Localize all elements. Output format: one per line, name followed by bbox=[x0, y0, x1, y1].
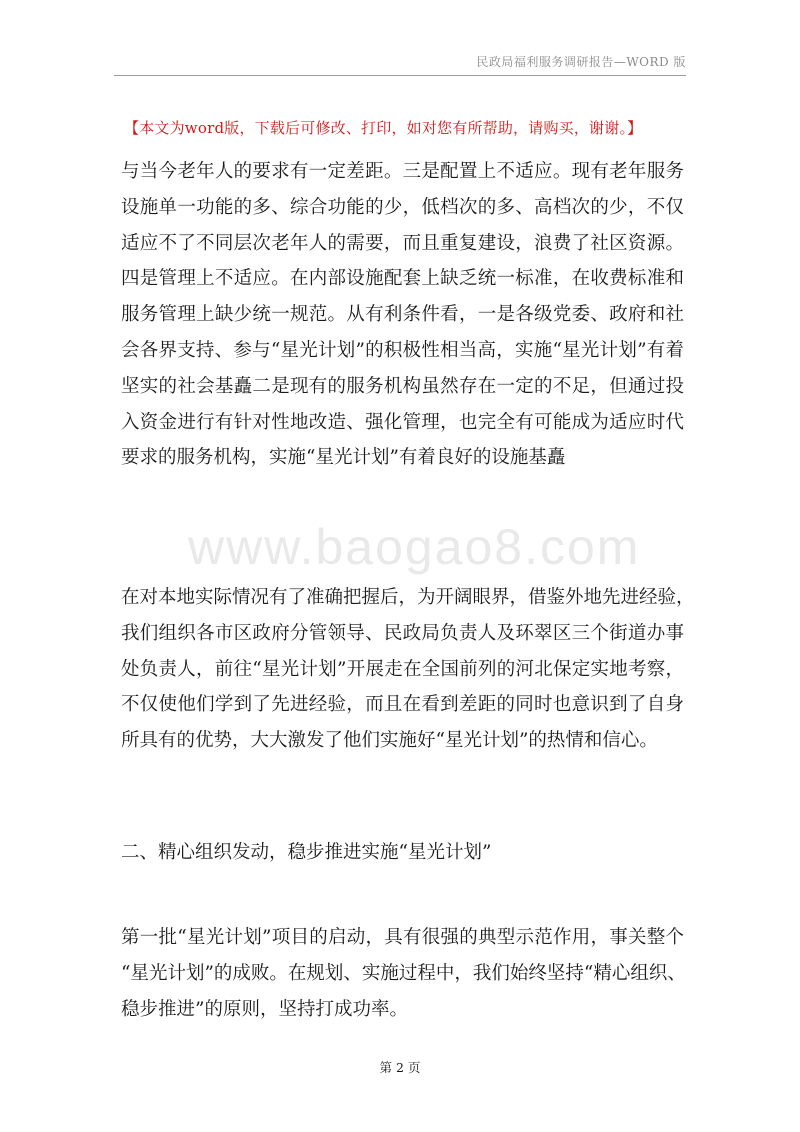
page-number-suffix: 页 bbox=[407, 1060, 421, 1075]
page-number: 2 bbox=[396, 1060, 404, 1075]
page-header bbox=[114, 53, 686, 70]
text-line: 第一批“星光计划”项目的启动，具有很强的典型示范作用，事关整个 bbox=[121, 927, 684, 948]
text-line: 坚实的社会基矗二是现有的服务机构虽然存在一定的不足，但通过投 bbox=[121, 375, 684, 397]
paragraph-1 bbox=[121, 154, 684, 476]
text-line: 服务管理上缺少统一规范。从有利条件看，一是各级党委、政府和社 bbox=[121, 304, 684, 326]
text-line: 设施单一功能的多、综合功能的少，低档次的多、高档次的少，不仅 bbox=[121, 196, 684, 218]
paragraph-3 bbox=[121, 920, 684, 1027]
text-line: “星光计划”的成败。在规划、实施过程中，我们始终坚持“精心组织、 bbox=[121, 962, 686, 984]
text-line: 我们组织各市区政府分管领导、民政局负责人及环翠区三个街道办事 bbox=[121, 622, 684, 644]
watermark-text: www.baogao8.com bbox=[188, 519, 641, 575]
section-heading: 二、精心组织发动，稳步推进实施“星光计划” bbox=[121, 842, 492, 863]
page-footer bbox=[0, 1058, 800, 1076]
header-divider bbox=[114, 75, 686, 76]
page-number-prefix: 第 bbox=[379, 1060, 393, 1075]
text-line: 在对本地实际情况有了准确把握后，为开阔眼界，借鉴外地先进经验， bbox=[121, 587, 695, 608]
text-line: 入资金进行有针对性地改造、强化管理，也完全有可能成为适应时代 bbox=[121, 411, 684, 433]
text-line: 不仅使他们学到了先进经验，而且在看到差距的同时也意识到了自身 bbox=[121, 694, 684, 716]
paragraph-2 bbox=[121, 580, 695, 759]
text-line: 四是管理上不适应。在内部设施配套上缺乏统一标准，在收费标准和 bbox=[121, 268, 684, 290]
download-notice: 【本文为word版，下载后可修改、打印，如对您有所帮助，请购买，谢谢。】 bbox=[124, 119, 643, 137]
text-line: 会各界支持、参与“星光计划”的积极性相当高，实施“星光计划”有着 bbox=[121, 339, 684, 361]
text-line: 与当今老年人的要求有一定差距。三是配置上不适应。现有老年服务 bbox=[121, 161, 684, 182]
text-line: 处负责人，前往“星光计划”开展走在全国前列的河北保定实地考察， bbox=[121, 658, 684, 680]
header-title: 民政局福利服务调研报告—WORD 版 bbox=[476, 55, 686, 69]
text-line: 适应不了不同层次老年人的需要，而且重复建设，浪费了社区资源。 bbox=[121, 232, 684, 254]
text-line: 要求的服务机构，实施“星光计划”有着良好的设施基矗 bbox=[121, 447, 566, 469]
text-line: 稳步推进”的原则，坚持打成功率。 bbox=[121, 998, 408, 1020]
text-line: 所具有的优势，大大激发了他们实施好“星光计划”的热情和信心。 bbox=[121, 730, 658, 752]
